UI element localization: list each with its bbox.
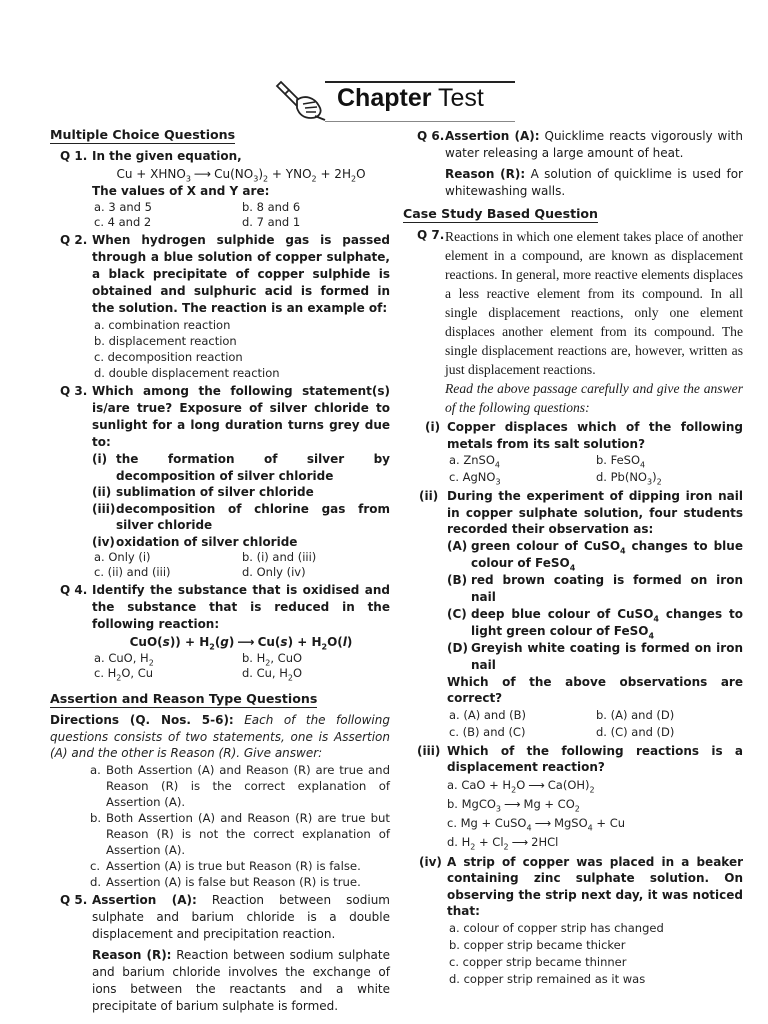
question-5 (50, 892, 390, 1015)
option-d[interactable]: d. double displacement reaction (94, 366, 280, 380)
question-text: Which among the following statement(s) is/are true? Exposure of silver chloride to sunlight for a long duration turns grey due to: (92, 384, 390, 449)
passage: Reactions in which one element takes place of another element in a compound, are known as displacement reactions. In general, more reactive elements displaces a less reactive element from its compound. In all single displacement reactions, only one element displaces another element from its compound. The single displacement reactions are, however, written as just displacement reactions. (445, 229, 743, 377)
ar-option-d: d. Assertion (A) is false but Reason (R) is true. (90, 874, 361, 889)
option-b[interactable]: b. 8 and 6 (242, 200, 301, 214)
option-a[interactable]: a. Only (i) (94, 550, 151, 564)
observation-d: (D) Greyish white coating is formed on iron nail (447, 640, 743, 672)
observation-b: (B) red brown coating is formed on iron nail (447, 572, 743, 604)
option-c[interactable]: c. 4 and 2 (94, 215, 152, 229)
option-c[interactable]: c. (ii) and (iii) (94, 565, 171, 579)
option-b[interactable]: b. FeSO$_4$ (596, 453, 646, 470)
option-b[interactable]: b. $H_2$, CuO (242, 651, 303, 668)
subquestion-text: Which of the following reactions is a displacement reaction? (447, 743, 743, 774)
option-a[interactable]: a. (A) and (B) (449, 707, 527, 722)
option-d[interactable]: d. (C) and (D) (596, 724, 675, 739)
ar-option-c: c. Assertion (A) is true but Reason (R) is false. (90, 858, 361, 873)
subquestion-text: A strip of copper was placed in a beaker containing zinc sulphate solution. On observing the strip next day, it was noticed that: (447, 854, 743, 918)
question-number: Q 7. (417, 228, 445, 242)
reason: Reason (R): Reaction between sodium sulphate and barium chloride involves the exchange of ions between the reactants and a white precipitate of barium sulphate is formed. (92, 947, 390, 1013)
statement-iv: (iv) oxidation of silver chloride (92, 534, 298, 549)
statement-i: (i) the formation of silver by decomposition of silver chloride (92, 452, 390, 483)
option-a[interactable]: a. ZnSO$_4$ (449, 453, 500, 470)
section-heading-mcq: Multiple Choice Questions (50, 127, 236, 142)
subquestion-ii: (ii) During the experiment of dipping iron nail in copper sulphate solution, four students recorded their observation as: (A) green colour of CuSO$_4$ changes to blue colour of FeSO$_4$ (B) red brown coating is formed on iron nail (C) deep blue colour of CuSO$_4$ changes to light green colour of FeSO$_4$ (D) Greyish white coating is formed on iron nail Which of the above observations are correct? a. (A) and (B) b. (A) and (D) c. (B) and (C) d. (C) and (D) (419, 489, 743, 739)
options (447, 452, 743, 486)
option-b[interactable]: b. (A) and (D) (596, 707, 675, 722)
option-a[interactable]: a. 3 and 5 (94, 200, 152, 214)
question-6 (403, 128, 743, 200)
section-heading-assertion-reason: Assertion and Reason Type Questions (50, 691, 318, 706)
statement-iii: (iii) decomposition of chlorine gas from silver chloride (92, 501, 390, 532)
subquestion-i: (i) Copper displaces which of the following metals from its salt solution? a. ZnSO$_4$ b. FeSO$_4$ c. AgNO$_3$ d. $Pb(NO_3)_2$ (425, 420, 743, 487)
option-c[interactable]: c. (B) and (C) (449, 724, 526, 739)
options (447, 707, 743, 741)
ar-option-b: b. Both Assertion (A) and Reason (R) are true but Reason (R) is not the correct explanation of Assertion (A). (90, 810, 390, 857)
equation: $CuO(s)) + H_2(g)$ ⟶ $Cu(s) + H_2O(l)$ (129, 635, 353, 652)
option-a[interactable]: a. CuO, $H_2$ (94, 651, 154, 668)
reason: Reason (R): A solution of quicklime is used for whitewashing walls. (445, 167, 743, 198)
option-a[interactable]: a. colour of copper strip has changed (449, 920, 664, 935)
option-a[interactable]: a. combination reaction (94, 318, 231, 332)
subquestion-ask: Which of the above observations are correct? (447, 674, 743, 705)
directions: Directions (Q. Nos. 5-6): Each of the following questions consists of two statements, one is Assertion (A) and the other is Reason (R). Give answer: (50, 713, 390, 760)
assertion-reason-options (50, 762, 390, 890)
question-number: Q 3. (60, 384, 88, 398)
right-column (403, 128, 743, 988)
options (92, 317, 390, 381)
instruction: Read the above passage carefully and give the answer of the following questions: (445, 381, 743, 415)
question-3 (50, 383, 390, 580)
left-column (50, 124, 390, 1017)
question-number: Q 2. (60, 233, 88, 247)
option-b[interactable]: b. MgCO$_3$ ⟶ $Mg + CO_2$ (447, 796, 580, 813)
question-text: In the given equation, (92, 149, 242, 163)
subquestion-iv: (iv) A strip of copper was placed in a beaker containing zinc sulphate solution. On observing the strip next day, it was noticed that: a. colour of copper strip has changed b. copper strip became thicker c. copper strip became thinner d. copper strip remained as it was (419, 854, 743, 986)
option-d[interactable]: d. Only (iv) (242, 565, 306, 579)
observation-c: (C) deep blue colour of CuSO$_4$ changes to light green colour of FeSO$_4$ (447, 606, 743, 640)
options (92, 651, 390, 681)
option-d[interactable]: d. $H_2 + Cl_2$ ⟶ 2HCl (447, 834, 559, 851)
question-4 (50, 582, 390, 681)
question-number: Q 1. (60, 149, 88, 163)
question-1 (50, 148, 390, 230)
pen-hand-icon (275, 78, 329, 122)
observation-a: (A) green colour of CuSO$_4$ changes to blue colour of FeSO$_4$ (447, 538, 743, 572)
assertion: Assertion (A): Reaction between sodium sulphate and barium chloride is a double displacement and precipitation reaction. (92, 892, 390, 941)
page-title: Chapter Test (337, 84, 484, 112)
subquestion-text: During the experiment of dipping iron nail in copper sulphate solution, four students recorded their observation as: (447, 489, 743, 536)
options (92, 200, 390, 230)
question-number: Q 4. (60, 583, 88, 597)
option-d[interactable]: d. Cu, $H_2O$ (242, 666, 303, 683)
option-c[interactable]: c. $H_2O$, Cu (94, 666, 154, 683)
question-ask: The values of X and Y are: (92, 184, 270, 198)
option-b[interactable]: b. displacement reaction (94, 334, 237, 348)
statement-ii: (ii) sublimation of silver chloride (92, 485, 314, 499)
question-2 (50, 232, 390, 381)
question-number: Q 5. (60, 892, 88, 907)
question-text: When hydrogen sulphide gas is passed through a blue solution of copper sulphate, a black precipitate of copper sulphide is obtained and sulphuric acid is formed in the solution. The reaction is an example of: (92, 233, 390, 315)
option-c[interactable]: c. Mg + CuSO$_4$ ⟶ MgSO$_4$ + Cu (447, 815, 626, 832)
option-b[interactable]: b. copper strip became thicker (449, 937, 626, 952)
section-heading-case-study: Case Study Based Question (403, 206, 599, 221)
equation: $Cu + XHNO_3$ ⟶ $Cu(NO_3)_2 + YNO_2 + 2H_2O$ (116, 167, 366, 184)
header-top-rule (325, 81, 515, 83)
subquestion-text: Copper displaces which of the following metals from its salt solution? (447, 420, 743, 451)
option-c[interactable]: c. decomposition reaction (94, 350, 243, 364)
options (92, 550, 390, 580)
option-b[interactable]: b. (i) and (iii) (242, 550, 317, 564)
option-d[interactable]: d. 7 and 1 (242, 215, 301, 229)
option-c[interactable]: c. AgNO$_3$ (449, 470, 501, 487)
assertion: Assertion (A): Quicklime reacts vigorously with water releasing a large amount of heat. (445, 129, 743, 160)
question-number: Q 6. (417, 129, 445, 143)
option-d[interactable]: d. copper strip remained as it was (449, 971, 646, 986)
option-c[interactable]: c. copper strip became thinner (449, 954, 627, 969)
options (447, 776, 743, 852)
question-text: Identify the substance that is oxidised and the substance that is reduced in the following reaction: (92, 583, 390, 631)
header-bottom-rule (325, 121, 515, 122)
option-d[interactable]: d. $Pb(NO_3)_2$ (596, 470, 662, 487)
chapter-header (275, 78, 515, 122)
options (447, 920, 743, 988)
option-a[interactable]: a. CaO + $H_2O$ ⟶ $Ca(OH)_2$ (447, 777, 595, 794)
subquestion-iii: (iii) Which of the following reactions is a displacement reaction? a. CaO + $H_2O$ ⟶ $Ca(OH)_2$ b. MgCO$_3$ ⟶ $Mg + CO_2$ c. Mg + CuSO$_4$ ⟶ MgSO$_4$ + Cu d. $H_2 + Cl_2$ ⟶ 2HCl (417, 743, 743, 851)
question-7 (403, 227, 743, 417)
ar-option-a: a. Both Assertion (A) and Reason (R) are true and Reason (R) is the correct explanation of Assertion (A). (90, 762, 390, 809)
